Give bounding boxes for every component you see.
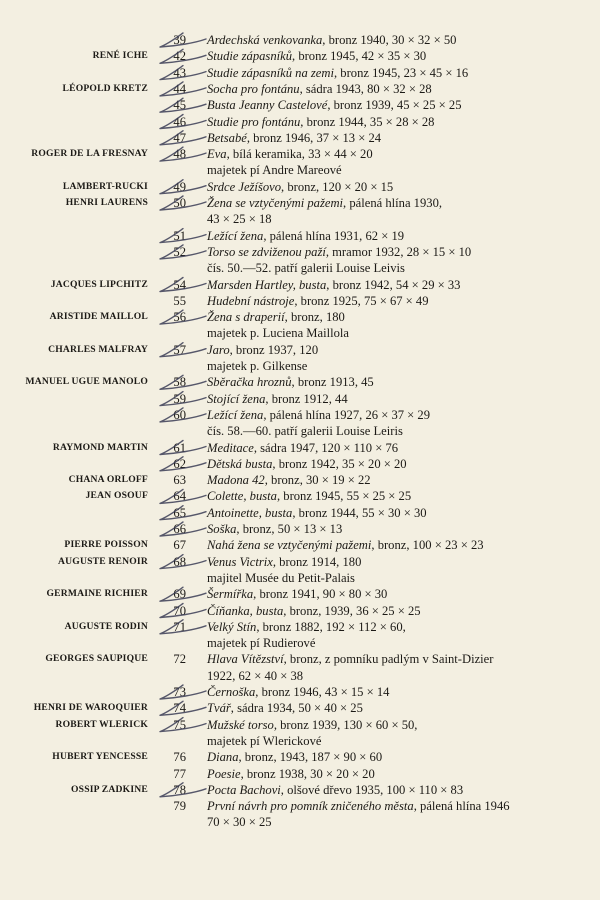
catalog-entry [0, 782, 600, 798]
catalog-number: 73 [173, 685, 186, 699]
entry-text [207, 798, 510, 814]
artist-name: JEAN OSOUF [85, 490, 148, 502]
catalog-entry [0, 505, 600, 521]
work-details: , pálená hlína 1931, 62 × 19 [263, 228, 405, 243]
work-title: Srdce Ježíšovo [207, 179, 282, 194]
work-title: Eva [207, 147, 227, 162]
entry-text [207, 766, 375, 782]
catalog-number: 62 [173, 456, 186, 471]
catalog-number: 46 [173, 114, 186, 129]
entry-text [207, 391, 348, 407]
work-details: , bronz 1925, 75 × 67 × 49 [294, 293, 429, 308]
work-details: , bronz, z pomníku padlým v Saint-Dizier [283, 652, 494, 667]
continuation-text: 43 × 25 × 18 [207, 212, 272, 227]
catalog-entry [0, 717, 600, 733]
entry-text [207, 32, 456, 48]
work-details: , bronz, 1939, 36 × 25 × 25 [283, 603, 421, 618]
work-title: Pocta Bachovi [207, 782, 281, 797]
catalog-number: 44 [173, 81, 186, 96]
catalog-number: 64 [173, 489, 186, 504]
work-title: První návrh pro pomník zničeného města [207, 799, 414, 814]
catalog-entry [0, 798, 600, 814]
entry-text [207, 440, 398, 456]
entry-text [207, 717, 417, 733]
entry-text [207, 81, 432, 97]
catalog-entry [0, 179, 600, 195]
work-title: Hudební nástroje [207, 293, 295, 308]
entry-text [207, 651, 493, 667]
entry-text [207, 309, 345, 325]
work-details: , bronz, 50 × 13 × 13 [236, 522, 343, 536]
work-title: Ležící žena [207, 228, 264, 243]
artist-name: ROGER DE LA FRESNAY [31, 148, 148, 160]
work-details: , sádra 1934, 50 × 40 × 25 [230, 701, 363, 716]
catalog-number: 49 [173, 179, 186, 194]
catalog-number: 48 [173, 147, 186, 162]
catalog-entry [0, 342, 600, 358]
entry-text [207, 586, 387, 602]
catalog-entry [0, 619, 600, 635]
entry-text [207, 195, 442, 211]
catalog-number: 65 [173, 505, 186, 520]
catalog-number: 77 [173, 766, 186, 781]
entry-text [207, 700, 363, 716]
entry-continuation [0, 325, 600, 341]
catalog-entry [0, 537, 600, 553]
work-title: Antoinette, busta [207, 505, 293, 520]
work-details: , bronz 1939, 45 × 25 × 25 [327, 98, 462, 113]
catalog-number: 75 [173, 717, 186, 732]
work-title: Žena s draperií [207, 310, 285, 325]
artist-name: LAMBERT-RUCKI [62, 180, 148, 192]
work-title: Soška [207, 522, 237, 536]
work-details: , sádra 1947, 120 × 110 × 76 [253, 440, 399, 455]
work-details: , bronz 1942, 54 × 29 × 33 [326, 277, 461, 292]
catalog-entry [0, 277, 600, 293]
catalog-number: 78 [173, 782, 186, 797]
entry-text [207, 244, 471, 260]
artist-name: CHARLES MALFRAY [48, 343, 148, 355]
continuation-text: majetek pí Andre Mareové [207, 163, 342, 178]
catalog-entry [0, 684, 600, 700]
catalog-number: 69 [173, 587, 186, 602]
catalog-entry [0, 749, 600, 765]
catalog-entry [0, 114, 600, 130]
work-title: Colette, busta [207, 489, 277, 504]
work-details: , bronz 1938, 30 × 20 × 20 [240, 766, 375, 781]
artist-name: MANUEL UGUE MANOLO [25, 376, 148, 388]
artist-name: PIERRE POISSON [64, 539, 148, 551]
entry-continuation [0, 635, 600, 651]
work-details: , bronz 1940, 30 × 32 × 50 [322, 33, 457, 47]
entry-continuation [0, 733, 600, 749]
entry-text [207, 749, 382, 765]
work-title: Diana [207, 750, 239, 765]
catalog-number: 72 [173, 652, 186, 667]
work-details: , pálená hlína 1946 [413, 799, 510, 814]
artist-name: LÉOPOLD KRETZ [62, 82, 148, 94]
work-title: Madona 42 [207, 473, 265, 488]
work-details: , olšové dřevo 1935, 100 × 110 × 83 [280, 782, 464, 797]
artist-name: HENRI LAURENS [65, 197, 148, 208]
work-title: Studie pro fontánu [207, 114, 301, 129]
work-title: Mužské torso [207, 717, 274, 732]
catalog-entry [0, 309, 600, 325]
entry-text [207, 146, 373, 162]
work-details: , bílá keramika, 33 × 44 × 20 [226, 147, 373, 162]
catalog-number: 45 [173, 98, 186, 113]
continuation-text: čís. 50.—52. patří galerii Louise Leivis [207, 261, 405, 276]
work-details: , bronz 1913, 45 [291, 375, 374, 390]
catalog-number: 71 [173, 619, 186, 634]
catalog-number: 76 [173, 750, 186, 765]
catalog-entry [0, 228, 600, 244]
catalog-number: 66 [173, 522, 186, 536]
work-title: Tvář [207, 701, 231, 716]
entry-text [207, 179, 393, 195]
work-details: , bronz 1912, 44 [265, 391, 348, 406]
work-details: , bronz 1946, 43 × 15 × 14 [255, 685, 390, 699]
work-details: , bronz 1882, 192 × 112 × 60, [256, 619, 406, 634]
work-title: Velký Stín [207, 619, 257, 634]
work-details: , bronz, 180 [284, 310, 345, 325]
continuation-text: čís. 58.—60. patří galerii Louise Leiris [207, 424, 403, 439]
work-title: Betsabé [207, 130, 247, 145]
work-details: , sádra 1943, 80 × 32 × 28 [299, 81, 432, 96]
work-details: , pálená hlína 1927, 26 × 37 × 29 [263, 407, 431, 422]
continuation-text: majetek p. Luciena Maillola [207, 326, 349, 341]
catalog-number: 50 [173, 196, 186, 210]
entry-text [207, 374, 374, 390]
continuation-text: majitel Musée du Petit-Palais [207, 570, 355, 585]
entry-text [207, 48, 426, 64]
artist-name: GEORGES SAUPIQUE [45, 653, 148, 665]
catalog-entry [0, 521, 600, 537]
catalog-entry [0, 472, 600, 488]
entry-text [207, 554, 361, 570]
entry-text [207, 130, 381, 146]
artist-name: RENÉ ICHE [92, 50, 148, 62]
entry-text [207, 488, 411, 504]
entry-continuation [0, 358, 600, 374]
catalog-number: 60 [173, 407, 186, 422]
catalog-entry [0, 244, 600, 260]
continuation-text: majetek pí Rudierové [207, 636, 316, 651]
work-title: Ardechská venkovanka [207, 33, 323, 47]
work-title: Marsden Hartley, busta [207, 277, 327, 292]
work-title: Meditace [207, 440, 254, 455]
artist-name: ARISTIDE MAILLOL [49, 311, 148, 323]
catalog-number: 56 [173, 310, 186, 325]
catalog-number: 59 [173, 391, 186, 406]
work-details: , bronz 1945, 42 × 35 × 30 [292, 49, 427, 64]
continuation-text: 1922, 62 × 40 × 38 [207, 668, 304, 683]
entry-text [207, 782, 463, 798]
entry-text [207, 521, 342, 537]
entry-continuation [0, 260, 600, 276]
work-details: , bronz 1944, 35 × 28 × 28 [300, 114, 435, 129]
entry-text [207, 293, 429, 309]
artist-name: AUGUSTE RODIN [64, 620, 148, 632]
catalog-entry [0, 130, 600, 146]
artist-name: OSSIP ZADKINE [71, 783, 148, 795]
work-title: Studie zápasníků [207, 49, 293, 64]
work-title: Poesie [207, 766, 241, 781]
work-details: , bronz, 30 × 19 × 22 [264, 473, 371, 488]
work-details: , pálená hlína 1930, [343, 196, 443, 210]
catalog-entry [0, 81, 600, 97]
catalog-entry [0, 374, 600, 390]
entry-text [207, 603, 421, 619]
catalog-number: 39 [173, 33, 186, 47]
continuation-text: majetek p. Gilkense [207, 359, 308, 373]
artist-name: HENRI DE WAROQUIER [33, 702, 148, 714]
entry-text [207, 228, 404, 244]
catalog-number: 74 [173, 701, 186, 716]
entry-continuation [0, 162, 600, 178]
work-details: , bronz 1946, 37 × 13 × 24 [246, 130, 382, 145]
catalog-number: 54 [173, 277, 186, 292]
work-title: Nahá žena se vztyčenými pažemi [207, 538, 372, 553]
catalog-number: 55 [173, 293, 186, 308]
entry-text [207, 407, 430, 423]
continuation-text: majetek pí Wlerickové [207, 733, 322, 748]
catalog-entry [0, 766, 600, 782]
catalog-entry [0, 554, 600, 570]
work-details: , bronz 1939, 130 × 60 × 50, [273, 717, 418, 732]
entry-text [207, 619, 406, 635]
catalog-entry [0, 65, 600, 81]
work-title: Socha pro fontánu [207, 81, 300, 96]
entry-text [207, 97, 462, 113]
artist-name: AUGUSTE RENOIR [58, 555, 148, 567]
catalog-number: 70 [173, 603, 186, 618]
work-details: , bronz 1945, 23 × 45 × 16 [333, 65, 469, 80]
catalog-number: 51 [173, 228, 186, 243]
entry-text [207, 472, 371, 488]
catalog-number: 42 [173, 49, 186, 64]
work-title: Šermířka [207, 587, 254, 602]
catalog-number: 68 [173, 554, 186, 569]
work-title: Jaro [207, 342, 230, 357]
work-title: Žena se vztyčenými pažemi [207, 196, 344, 210]
work-details: , bronz, 1943, 187 × 90 × 60 [238, 750, 383, 765]
entry-text [207, 537, 484, 553]
catalog-number: 57 [173, 342, 186, 357]
catalog-number: 67 [173, 538, 186, 553]
catalog-entry [0, 488, 600, 504]
entry-text [207, 505, 427, 521]
artist-name: JACQUES LIPCHITZ [50, 278, 148, 290]
entry-text [207, 114, 434, 130]
catalog-entry [0, 48, 600, 64]
entry-continuation [0, 211, 600, 227]
catalog-entry [0, 651, 600, 667]
catalog-entry [0, 293, 600, 309]
entry-continuation [0, 668, 600, 684]
artist-name: GERMAINE RICHIER [46, 588, 148, 600]
entry-continuation [0, 423, 600, 439]
work-details: , bronz 1914, 180 [272, 554, 362, 569]
artist-name: ROBERT WLERICK [55, 718, 148, 730]
artist-name: CHANA ORLOFF [68, 474, 148, 486]
catalog-entry [0, 603, 600, 619]
work-details: , bronz 1941, 90 × 80 × 30 [253, 587, 388, 602]
catalog-entry [0, 391, 600, 407]
entry-text [207, 277, 460, 293]
work-details: , bronz 1944, 55 × 30 × 30 [292, 505, 427, 520]
catalog-entry [0, 32, 600, 48]
catalog-entry [0, 440, 600, 456]
catalog-number: 63 [173, 473, 186, 488]
catalog-entry [0, 407, 600, 423]
artist-name: RAYMOND MARTIN [52, 441, 148, 453]
work-title: Sběračka hroznů [207, 375, 292, 390]
work-title: Busta Jeanny Castelové [207, 98, 328, 113]
work-title: Černoška [207, 685, 256, 699]
work-title: Studie zápasníků na zemi [207, 65, 334, 80]
work-title: Dětská busta [207, 456, 273, 471]
catalog-number: 52 [173, 244, 186, 259]
entry-text [207, 342, 318, 358]
work-title: Číňanka, busta [207, 603, 284, 618]
work-title: Ležící žena [207, 407, 264, 422]
catalog-entry [0, 97, 600, 113]
work-details: , bronz 1937, 120 [229, 342, 319, 357]
work-title: Hlava Vítězství [207, 652, 284, 667]
work-title: Torso se zdviženou paží [207, 244, 326, 259]
catalog-number: 79 [173, 799, 186, 814]
continuation-text: 70 × 30 × 25 [207, 815, 272, 830]
work-details: , mramor 1932, 28 × 15 × 10 [325, 244, 472, 259]
catalog-entry [0, 456, 600, 472]
entry-text [207, 684, 389, 700]
catalog-number: 43 [173, 65, 186, 80]
entry-continuation [0, 570, 600, 586]
work-title: Venus Victrix [207, 554, 273, 569]
catalog-entry [0, 586, 600, 602]
catalog-entry [0, 195, 600, 211]
catalog-entry [0, 146, 600, 162]
catalog-entry [0, 700, 600, 716]
work-details: , bronz, 120 × 20 × 15 [281, 179, 394, 194]
catalog-number: 47 [173, 130, 186, 145]
entry-text [207, 456, 407, 472]
catalog-number: 61 [173, 440, 186, 455]
artist-name: HUBERT YENCESSE [52, 751, 148, 763]
work-details: , bronz, 100 × 23 × 23 [371, 538, 484, 553]
work-title: Stojící žena [207, 391, 266, 406]
entry-continuation [0, 814, 600, 830]
catalog-number: 58 [173, 375, 186, 390]
work-details: , bronz 1945, 55 × 25 × 25 [276, 489, 412, 504]
entry-text [207, 65, 468, 81]
work-details: , bronz 1942, 35 × 20 × 20 [272, 456, 407, 471]
